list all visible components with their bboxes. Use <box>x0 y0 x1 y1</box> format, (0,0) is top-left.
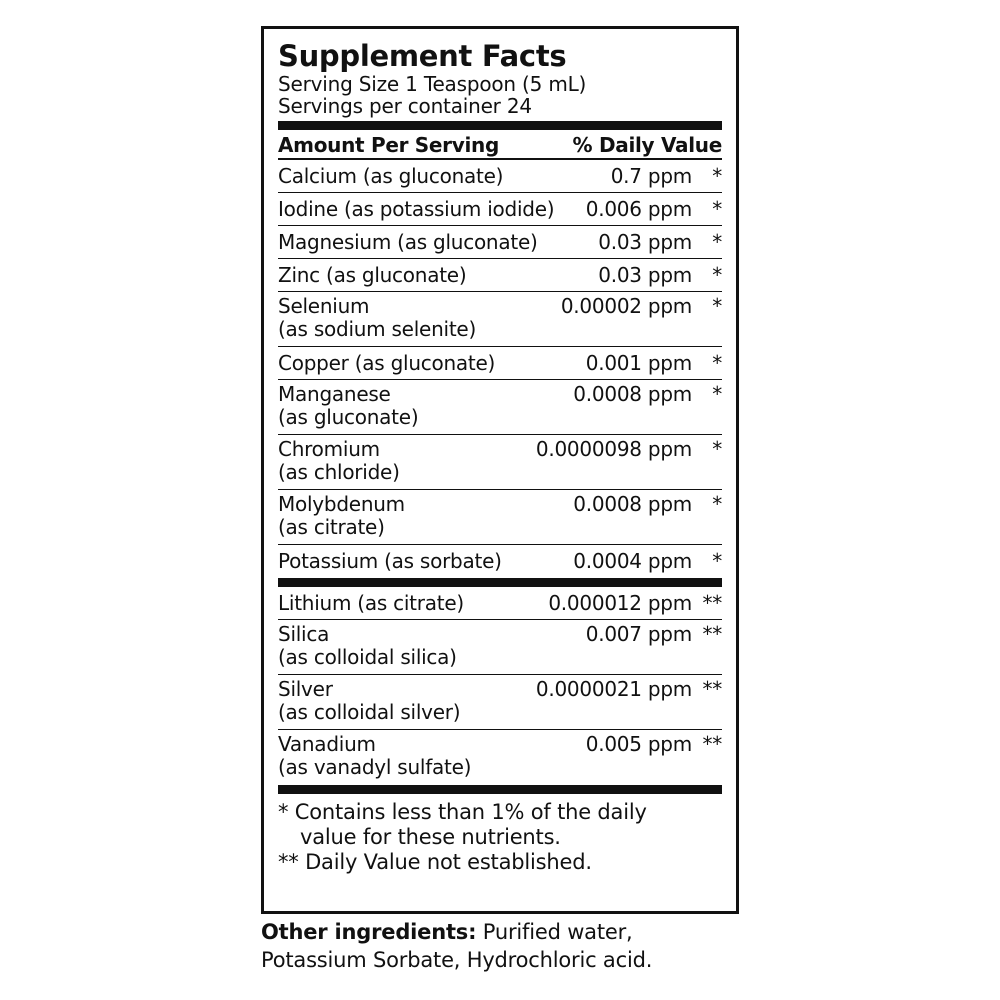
nutrient-row <box>278 730 722 785</box>
footnotes <box>278 794 722 875</box>
nutrient-name-line2: (as gluconate) <box>278 405 419 429</box>
nutrient-name-line1: Potassium (as sorbate) <box>278 549 502 573</box>
nutrient-daily-value: * <box>712 230 722 254</box>
thick-divider-top <box>278 121 722 130</box>
nutrient-name-line1: Silver <box>278 677 333 701</box>
nutrient-amount: 0.03 ppm <box>598 230 692 254</box>
supplement-facts-panel <box>261 26 739 914</box>
nutrient-amount: 0.0000021 ppm <box>535 677 692 701</box>
nutrient-name-line1: Zinc (as gluconate) <box>278 263 467 287</box>
header-daily-value: % Daily Value <box>572 133 722 157</box>
nutrient-name <box>278 198 586 225</box>
nutrient-daily-value: * <box>712 164 722 188</box>
nutrient-name-line1: Calcium (as gluconate) <box>278 164 504 188</box>
other-ingredients-label: Other ingredients: <box>261 920 477 944</box>
nutrient-name-line1: Manganese <box>278 382 391 406</box>
nutrient-group-not-established <box>278 587 722 785</box>
footnote-single-asterisk-line1: * Contains less than 1% of the daily <box>278 800 647 824</box>
nutrient-row <box>278 226 722 259</box>
nutrient-name <box>278 592 548 619</box>
nutrient-daily-value: * <box>712 492 722 516</box>
nutrient-amount: 0.00002 ppm <box>560 294 692 318</box>
other-ingredients <box>261 918 741 974</box>
nutrient-row <box>278 259 722 292</box>
nutrient-row <box>278 490 722 545</box>
nutrient-daily-value: * <box>712 382 722 406</box>
nutrient-amount: 0.005 ppm <box>585 732 692 756</box>
nutrient-name-line1: Molybdenum <box>278 492 405 516</box>
nutrient-name <box>278 231 598 258</box>
nutrient-name-line2: (as citrate) <box>278 515 385 539</box>
amount-header-row <box>278 130 722 160</box>
nutrient-name <box>278 264 598 291</box>
nutrient-name <box>278 165 611 192</box>
panel-title: Supplement Facts <box>278 39 567 73</box>
nutrient-name <box>278 733 586 785</box>
thick-divider-bottom <box>278 785 722 794</box>
nutrient-row <box>278 620 722 675</box>
nutrient-amount: 0.0000098 ppm <box>535 437 692 461</box>
nutrient-row <box>278 380 722 435</box>
nutrient-amount: 0.000012 ppm <box>548 591 692 615</box>
nutrient-name <box>278 623 586 674</box>
nutrient-name <box>278 550 573 578</box>
nutrient-name-line1: Chromium <box>278 437 380 461</box>
nutrient-name-line2: (as colloidal silver) <box>278 700 461 724</box>
nutrient-name-line2: (as chloride) <box>278 460 400 484</box>
nutrient-amount: 0.7 ppm <box>610 164 692 188</box>
footnote-double-asterisk: ** Daily Value not established. <box>278 850 592 874</box>
nutrient-name <box>278 295 561 346</box>
nutrient-name <box>278 438 536 489</box>
nutrient-amount: 0.0008 ppm <box>573 492 692 516</box>
nutrient-daily-value: ** <box>702 732 722 756</box>
nutrient-name-line1: Lithium (as citrate) <box>278 591 464 615</box>
nutrient-daily-value: * <box>712 263 722 287</box>
nutrient-amount: 0.001 ppm <box>585 351 692 375</box>
nutrient-name-line1: Selenium <box>278 294 370 318</box>
nutrient-row <box>278 435 722 490</box>
nutrient-row <box>278 675 722 730</box>
nutrient-name-line1: Magnesium (as gluconate) <box>278 230 538 254</box>
nutrient-amount: 0.03 ppm <box>598 263 692 287</box>
other-ingredients-text-line2: Potassium Sorbate, Hydrochloric acid. <box>261 948 653 972</box>
nutrient-row <box>278 545 722 578</box>
nutrient-name-line2: (as vanadyl sulfate) <box>278 755 472 779</box>
nutrient-row <box>278 193 722 226</box>
nutrient-daily-value: ** <box>702 677 722 701</box>
nutrient-name-line1: Copper (as gluconate) <box>278 351 496 375</box>
other-ingredients-text-line1: Purified water, <box>476 920 633 944</box>
nutrient-name-line1: Iodine (as potassium iodide) <box>278 197 555 221</box>
header-amount-per-serving: Amount Per Serving <box>278 133 499 157</box>
servings-per-container: Servings per container 24 <box>278 94 532 118</box>
nutrient-daily-value: * <box>712 294 722 318</box>
nutrient-row <box>278 160 722 193</box>
serving-size: Serving Size 1 Teaspoon (5 mL) <box>278 72 587 96</box>
nutrient-daily-value: ** <box>702 591 722 615</box>
nutrient-name-line2: (as sodium selenite) <box>278 317 477 341</box>
nutrient-name-line2: (as colloidal silica) <box>278 645 457 669</box>
nutrient-amount: 0.006 ppm <box>585 197 692 221</box>
nutrient-row <box>278 587 722 620</box>
nutrient-name-line1: Vanadium <box>278 732 376 756</box>
thick-divider-middle <box>278 578 722 587</box>
nutrient-group-daily-value <box>278 160 722 578</box>
nutrient-amount: 0.0004 ppm <box>573 549 692 573</box>
nutrient-daily-value: ** <box>702 622 722 646</box>
nutrient-name-line1: Silica <box>278 622 330 646</box>
nutrient-name <box>278 383 573 434</box>
nutrient-row <box>278 347 722 380</box>
nutrient-name <box>278 352 586 379</box>
nutrient-daily-value: * <box>712 437 722 461</box>
nutrient-name <box>278 678 536 729</box>
nutrient-name <box>278 493 573 544</box>
nutrient-daily-value: * <box>712 197 722 221</box>
nutrient-row <box>278 292 722 347</box>
nutrient-daily-value: * <box>712 351 722 375</box>
nutrient-amount: 0.0008 ppm <box>573 382 692 406</box>
nutrient-amount: 0.007 ppm <box>585 622 692 646</box>
nutrient-daily-value: * <box>712 549 722 573</box>
footnote-single-asterisk-line2: value for these nutrients. <box>300 825 561 849</box>
